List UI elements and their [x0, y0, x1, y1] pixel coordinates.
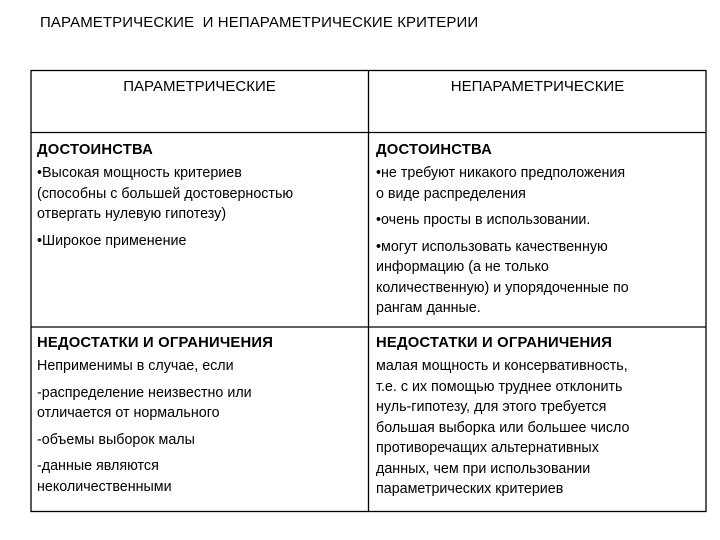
- section-heading: ДОСТОИНСТВА: [37, 142, 154, 158]
- parametric-column-header: ПАРАМЕТРИЧЕСКИЕ: [123, 78, 276, 95]
- text-line: •могут использовать качественную: [376, 238, 608, 255]
- text-line: о виде распределения: [376, 185, 526, 202]
- text-line: отвергать нулевую гипотезу): [37, 206, 227, 222]
- text-line: параметрических критериев: [376, 481, 564, 497]
- nonparametric-advantages-cell: [376, 140, 702, 319]
- section-heading: НЕДОСТАТКИ И ОГРАНИЧЕНИЯ: [376, 335, 613, 351]
- section-heading: ДОСТОИНСТВА: [376, 142, 493, 158]
- nonparametric-limitations-cell: [376, 333, 702, 500]
- text-line: отличается от нормального: [37, 405, 220, 421]
- text-line: нуль-гипотезу, для этого требуется: [376, 399, 607, 415]
- section-heading: НЕДОСТАТКИ И ОГРАНИЧЕНИЯ: [37, 335, 274, 351]
- text-line: •не требуют никакого предположения: [376, 165, 626, 181]
- text-line: •Высокая мощность критериев: [37, 165, 242, 181]
- text-line: рангам данные.: [376, 300, 481, 316]
- text-line: малая мощность и консервативность,: [376, 358, 628, 374]
- text-line: неколичественными: [37, 478, 172, 495]
- text-line: т.е. с их помощью труднее отклонить: [376, 378, 623, 395]
- text-line: -объемы выборок малы: [37, 431, 195, 448]
- text-line: •Широкое применение: [37, 232, 187, 249]
- text-line: •очень просты в использовании.: [376, 212, 591, 228]
- text-line: -данные являются: [37, 458, 159, 474]
- text-line: количественную) и упорядоченные по: [376, 279, 629, 296]
- parametric-advantages-cell: [37, 140, 365, 251]
- text-line: (способны с большей достоверностью: [37, 185, 294, 202]
- text-line: -распределение неизвестно или: [37, 384, 252, 401]
- text-line: Неприменимы в случае, если: [37, 358, 234, 374]
- text-line: противоречащих альтернативных: [376, 440, 599, 456]
- text-line: большая выборка или большее число: [376, 419, 630, 436]
- parametric-limitations-cell: [37, 333, 365, 497]
- text-line: данных, чем при использовании: [376, 460, 591, 477]
- text-line: информацию (а не только: [376, 259, 549, 275]
- nonparametric-column-header: НЕПАРАМЕТРИЧЕСКИЕ: [450, 78, 625, 95]
- page-title: ПАРАМЕТРИЧЕСКИЕ И НЕПАРАМЕТРИЧЕСКИЕ КРИТЕРИИ: [40, 14, 479, 31]
